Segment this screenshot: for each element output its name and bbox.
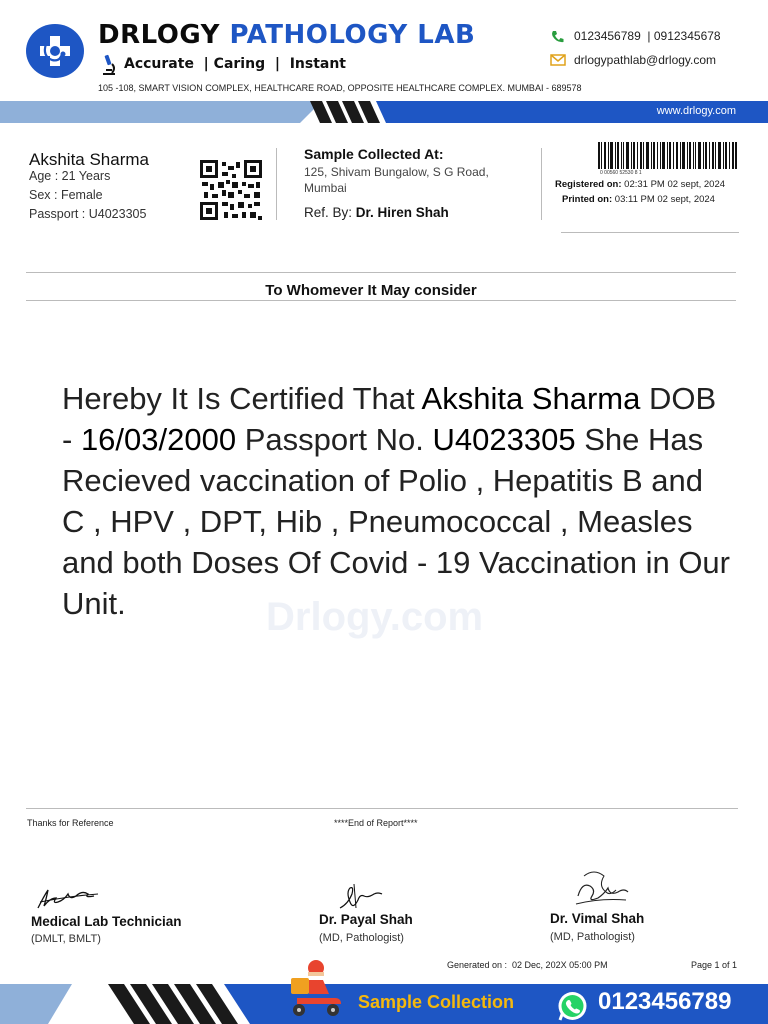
patient-sex: Sex : Female <box>29 188 103 202</box>
barcode-number: 0 00560 52530 8 1 <box>600 170 642 176</box>
patient-age: Age : 21 Years <box>29 169 111 183</box>
website-link[interactable]: www.drlogy.com <box>656 105 736 117</box>
divider <box>26 300 736 301</box>
generated-on: Generated on : 02 Dec, 202X 05:00 PM <box>447 960 608 970</box>
cert-patient-name: Akshita Sharma <box>421 381 641 416</box>
watermark: Drlogy.com <box>266 595 484 639</box>
signatory-title: Dr. Payal Shah <box>319 912 413 927</box>
cert-text-1: Hereby It Is Certified That <box>62 381 422 416</box>
brand-title <box>98 20 475 50</box>
referred-by <box>304 205 449 220</box>
delivery-courier-icon <box>283 958 349 1020</box>
lab-address: 105 -108, SMART VISION COMPLEX, HEALTHCARE ROAD, OPPOSITE HEALTHCARE COMPLEX. MUMBAI - 689578 <box>98 83 582 93</box>
header-band <box>0 101 768 123</box>
whatsapp-number[interactable]: 0123456789 <box>598 988 732 1015</box>
cert-text-2: DOB - <box>62 381 717 457</box>
registered-on <box>555 179 725 190</box>
consider-heading: To Whomever It May consider <box>265 282 477 299</box>
certificate-text <box>62 378 732 624</box>
divider <box>276 148 277 220</box>
technician-signature <box>36 886 102 912</box>
registered-label: Registered on: <box>555 179 622 190</box>
phone-icon <box>550 30 566 44</box>
end-of-report: ****End of Report**** <box>334 818 418 828</box>
registered-value: 02:31 PM 02 sept, 2024 <box>621 179 726 190</box>
divider <box>26 272 736 273</box>
cert-passport: U4023305 <box>432 422 576 457</box>
signatory-credentials: (MD, Pathologist) <box>319 932 404 944</box>
signatory-title: Medical Lab Technician <box>31 914 182 929</box>
sample-collected-address: 125, Shivam Bungalow, S G Road, Mumbai <box>304 165 489 195</box>
ref-label: Ref. By: <box>304 205 356 220</box>
signatory-credentials: (DMLT, BMLT) <box>31 933 101 945</box>
sample-collection-label: Sample Collection <box>358 992 515 1012</box>
divider <box>541 148 542 220</box>
cert-text-3: Passport No. <box>236 422 433 457</box>
pathologist-signature <box>336 880 386 912</box>
brand-subtitle: PATHOLOGY LAB <box>229 20 476 50</box>
cert-dob: 16/03/2000 <box>80 422 237 457</box>
email-address: drlogypathlab@drlogy.com <box>574 53 717 67</box>
tagline: Accurate | Caring | Instant <box>124 56 347 72</box>
pathologist-signature <box>572 866 630 910</box>
barcode <box>598 142 738 169</box>
divider <box>26 808 738 809</box>
signatory-credentials: (MD, Pathologist) <box>550 931 635 943</box>
ref-doctor: Dr. Hiren Shah <box>355 205 449 220</box>
lab-logo <box>26 24 84 78</box>
divider <box>561 232 739 233</box>
thanks-note: Thanks for Reference <box>27 818 114 828</box>
phone-numbers: 0123456789 | 0912345678 <box>574 29 721 43</box>
email-icon <box>550 53 566 67</box>
brand-name: DRLOGY <box>98 20 220 50</box>
printed-label: Printed on: <box>562 194 613 205</box>
printed-on <box>562 194 715 205</box>
page-number: Page 1 of 1 <box>691 960 738 970</box>
patient-name: Akshita Sharma <box>29 150 149 169</box>
cert-text-4: She Has Recieved vaccination of Polio , Hepatitis B and C , HPV , DPT, Hib , Pneumococcal , Measles and both Doses Of Covid - 19 Vaccination in Our Unit. <box>62 422 730 621</box>
patient-passport: Passport : U4023305 <box>29 207 147 221</box>
signatory-title: Dr. Vimal Shah <box>550 911 645 926</box>
sample-collected-title: Sample Collected At: <box>304 146 444 162</box>
qr-code <box>200 160 262 220</box>
whatsapp-icon[interactable] <box>556 990 589 1023</box>
printed-value: 03:11 PM 02 sept, 2024 <box>612 194 715 205</box>
microscope-icon <box>100 54 118 76</box>
